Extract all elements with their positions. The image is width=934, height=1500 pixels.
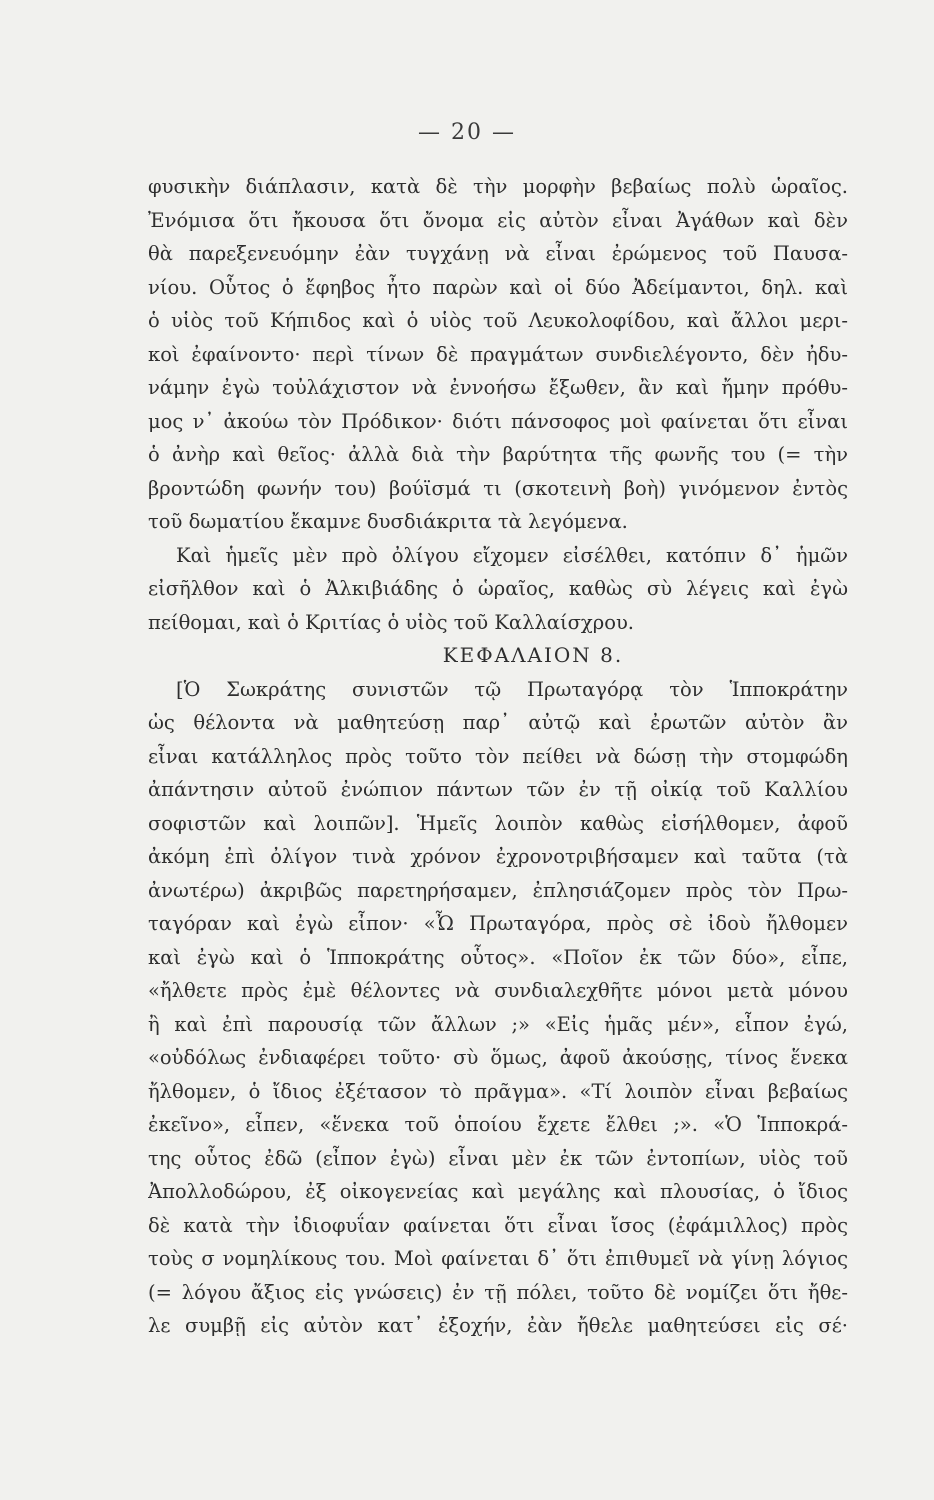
text-line: Ἀπολλοδώρου, ἐξ οἰκογενείας καὶ μεγάλης καὶ πλουσίας, ὁ ἴδιος: [148, 1180, 848, 1203]
text-line: δὲ κατὰ τὴν ἰδιοφυΐαν φαίνεται ὅτι εἶναι ἴσος (ἐφάμιλλος) πρὸς: [148, 1213, 848, 1237]
text-line: «οὐδόλως ἐνδιαφέρει τοῦτο· σὺ ὅμως, ἀφοῦ ἀκούσῃς, τίνος ἕνεκα: [148, 1046, 848, 1069]
text-line: ἀνωτέρω) ἀκριβῶς παρετηρήσαμεν, ἐπλησιάζομεν πρὸς τὸν Πρω-: [148, 878, 848, 902]
text-line: λε συμβῇ εἰς αὐτὸν κατ᾿ ἐξοχήν, ἐὰν ἤθελε μαθητεύσει εἰς σέ·: [148, 1314, 848, 1337]
text-line: καὶ ἐγὼ καὶ ὁ Ἱπποκράτης οὗτος». «Ποῖον ἐκ τῶν δύο», εἶπε,: [148, 945, 848, 969]
text-line: «ἤλθετε πρὸς ἐμὲ θέλοντες νὰ συνδιαλεχθῆτε μόνοι μετὰ μόνου: [148, 979, 848, 1002]
text-line: Ἐνόμισα ὅτι ἤκουσα ὅτι ὄνομα εἰς αὐτὸν εἶναι Ἀγάθων καὶ δὲν: [148, 208, 848, 232]
text-line: ἢ καὶ ἐπὶ παρουσίᾳ τῶν ἄλλων ;» «Εἰς ἡμᾶς μέν», εἶπον ἐγώ,: [148, 1012, 848, 1036]
text-line: νίου. Οὗτος ὁ ἔφηβος ἦτο παρὼν καὶ οἱ δύο Ἀδείμαντοι, δηλ. καὶ: [148, 275, 848, 299]
text-line: τοῦ δωματίου ἔκαμνε δυσδιάκριτα τὰ λεγόμενα.: [148, 510, 628, 533]
text-line: ἐκεῖνο», εἶπεν, «ἕνεκα τοῦ ὁποίου ἔχετε ἔλθει ;». «Ὁ Ἱπποκρά-: [148, 1113, 848, 1136]
text-line: ἀπάντησιν αὐτοῦ ἐνώπιον πάντων τῶν ἐν τῇ οἰκίᾳ τοῦ Καλλίου: [148, 778, 848, 801]
text-line: πείθομαι, καὶ ὁ Κριτίας ὁ υἱὸς τοῦ Καλλαίσχρου.: [148, 610, 634, 634]
text-line: βροντώδη φωνήν του) βούϊσμά τι (σκοτεινὴ βοὴ) γινόμενον ἐντὸς: [148, 476, 848, 500]
text-line: εἰσῆλθον καὶ ὁ Ἀλκιβιάδης ὁ ὡραῖος, καθὼς σὺ λέγεις καὶ ἐγὼ: [148, 577, 848, 600]
text-line: ὁ ἀνὴρ καὶ θεῖος· ἀλλὰ διὰ τὴν βαρύτητα τῆς φωνῆς του (= τὴν: [148, 443, 848, 466]
text-line: ταγόραν καὶ ἐγὼ εἶπον· «Ὦ Πρωταγόρα, πρὸς σὲ ἰδοὺ ἤλθομεν: [148, 912, 848, 935]
text-line: εἶναι κατάλληλος πρὸς τοῦτο τὸν πείθει νὰ δώσῃ τὴν στομφώδη: [148, 744, 848, 768]
text-line: φυσικὴν διάπλασιν, κατὰ δὲ τὴν μορφὴν βεβαίως πολὺ ὡραῖος.: [148, 175, 848, 198]
text-line: [Ὁ Σωκράτης συνιστῶν τῷ Πρωταγόρᾳ τὸν Ἱπποκράτην: [176, 677, 848, 701]
text-line: ἤλθομεν, ὁ ἴδιος ἐξέτασον τὸ πρᾶγμα». «Τί λοιπὸν εἶναι βεβαίως: [148, 1079, 848, 1103]
text-line: (= λόγου ἄξιος εἰς γνώσεις) ἐν τῇ πόλει, τοῦτο δὲ νομίζει ὅτι ἤθε-: [148, 1280, 848, 1304]
text-line: μος ν᾿ ἀκούω τὸν Πρόδικον· διότι πάνσοφος μοὶ φαίνεται ὅτι εἶναι: [148, 409, 848, 433]
text-line: ὡς θέλοντα νὰ μαθητεύσῃ παρ᾿ αὐτῷ καὶ ἐρωτῶν αὐτὸν ἂν: [148, 711, 848, 734]
text-line: κοὶ ἐφαίνοντο· περὶ τίνων δὲ πραγμάτων συνδιελέγοντο, δὲν ἠδυ-: [148, 342, 848, 366]
text-line: της οὗτος ἐδῶ (εἶπον ἐγὼ) εἶναι μὲν ἐκ τῶν ἐντοπίων, υἱὸς τοῦ: [148, 1146, 848, 1170]
text-line: σοφιστῶν καὶ λοιπῶν]. Ἡμεῖς λοιπὸν καθὼς εἰσήλθομεν, ἀφοῦ: [148, 811, 848, 835]
text-line: ὁ υἱὸς τοῦ Κήπιδος καὶ ὁ υἱὸς τοῦ Λευκολοφίδου, καὶ ἄλλοι μερι-: [148, 309, 848, 332]
text-line: θὰ παρεξενευόμην ἐὰν τυγχάνῃ νὰ εἶναι ἐρώμενος τοῦ Παυσα-: [148, 242, 848, 265]
page-number: — 20 —: [418, 120, 516, 145]
body-text: [148, 170, 848, 1343]
text-line: ἀκόμη ἐπὶ ὀλίγον τινὰ χρόνον ἐχρονοτριβήσαμεν καὶ ταῦτα (τὰ: [148, 845, 848, 868]
text-line: νάμην ἐγὼ τοὐλάχιστον νὰ ἐννοήσω ἔξωθεν, ἂν καὶ ἤμην πρόθυ-: [148, 376, 848, 399]
chapter-heading: ΚΕΦΑΛΑΙΟΝ 8.: [442, 643, 624, 667]
text-line: Καὶ ἡμεῖς μὲν πρὸ ὀλίγου εἴχομεν εἰσέλθει, κατόπιν δ᾿ ἡμῶν: [176, 543, 848, 567]
text-line: τοὺς σ νομηλίκους του. Μοὶ φαίνεται δ᾿ ὅτι ἐπιθυμεῖ νὰ γίνῃ λόγιος: [148, 1247, 848, 1270]
